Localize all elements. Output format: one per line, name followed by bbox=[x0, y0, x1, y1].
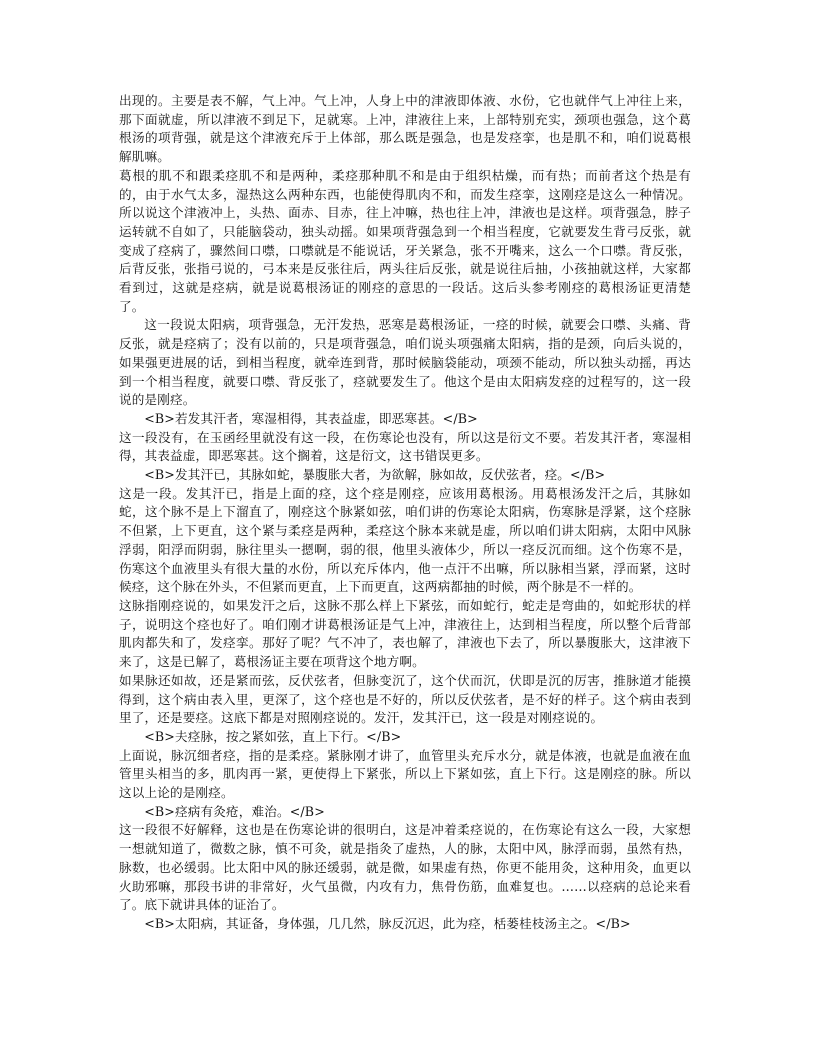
paragraph: 这一段很不好解释，这也是在伤寒论讲的很明白，这是冲着柔痉说的，在伤寒论有这么一段，大家想一想就知道了，微数之脉，慎不可灸，就是指灸了虚热，人的脉，太阳中风，脉浮而弱，虽然有热，脉数，也必缓弱。比太阳中风的脉还缓弱，就是微，如果虚有热，你更不能用灸，这种用灸，血更以火助邪嘛，那段书讲的非常好，火气虽微，内攻有力，焦骨伤筋，血难复也。……以痉病的总论来看了。底下就讲具体的证治了。 bbox=[119, 822, 691, 913]
paragraph: 上面说，脉沉细者痉，指的是柔痉。紧脉刚才讲了，血管里头充斥水分，就是体液，也就是血液在血管里头相当的多，肌肉再一紧，更使得上下紧张，所以上下紧如弦，直上下行。这是刚痉的脉。所以这以上论的是刚痉。 bbox=[119, 747, 691, 801]
paragraph: 这是一段。发其汗已，指是上面的痉，这个痉是刚痉，应该用葛根汤。用葛根汤发汗之后，其脉如蛇，这个脉不是上下溜直了，刚痉这个脉紧如弦，咱们讲的伤寒论太阳病，伤寒脉是浮紧，这个痉脉不但紧，上下更直，这个紧与柔痉是两种，柔痉这个脉本来就是虚，所以咱们讲太阳病，太阳中风脉浮弱，阳浮而阴弱，脉往里头一摁啊，弱的很，他里头液体少，所以一痉反沉而细。这个伤寒不是，伤寒这个血液里头有很大量的水份，所以充斥体内，他一点汗不出嘛，所以脉相当紧，浮而紧，这时候痉，这个脉在外头，不但紧而更直，上下而更直，这两病都抽的时候，两个脉是不一样的。 bbox=[119, 485, 691, 595]
quoted-verse: <B>若发其汗者，寒湿相得，其表益虚，即恶寒甚。</B> bbox=[144, 410, 478, 426]
quoted-verse: <B>痉病有灸疮，难治。</B> bbox=[144, 803, 325, 819]
paragraph: 这一段没有，在玉函经里就没有这一段，在伤寒论也没有，所以这是衍文不要。若发其汗者，寒湿相得，其表益虚，即恶寒甚。这个搁着，这是衍文，这书错误更多。 bbox=[119, 429, 691, 464]
quoted-verse: <B>发其汗已，其脉如蛇，暴腹胀大者，为欲解，脉如故，反伏弦者，痉。</B> bbox=[144, 467, 606, 483]
quoted-verse: <B>夫痉脉，按之紧如弦，直上下行。</B> bbox=[144, 728, 402, 744]
paragraph: 葛根的肌不和跟柔痉肌不和是两种，柔痉那种肌不和是由于组织枯燥，而有热；而前者这个热是有的，由于水气太多，湿热这么两种东西，也能使得肌肉不和，而发生痉挛，这刚痉是这么一种情况。所以说这个津液冲上，头热、面赤、目赤，往上冲嘛，热也往上冲，津液也是这样。项背强急，脖子运转就不自如了，只能脑袋动，独头动摇。如果项背强急到一个相当程度，它就要发生背弓反张，就变成了痉病了，骤然间口噤，口噤就是不能说话，牙关紧急，张不开嘴来，这么一个口噤。背反张，后背反张，张指弓说的，弓本来是反张往后，两头往后反张，就是说往后抽，小孩抽就这样，大家都看到过，这就是痉病，就是说葛根汤证的刚痉的意思的一段话。这后头参考刚痉的葛根汤证更清楚了。 bbox=[119, 167, 691, 314]
paragraph: 这脉指刚痉说的，如果发汗之后，这脉不那么样上下紧弦，而如蛇行，蛇走是弯曲的，如蛇形状的样子，说明这个痉也好了。咱们刚才讲葛根汤证是气上冲，津液往上，达到相当程度，所以整个后背部肌肉都失和了，发痉挛。那好了呢？气不冲了，表也解了，津液也下去了，所以暴腹胀大，这津液下来了，这是已解了，葛根汤证主要在项背这个地方啊。 bbox=[119, 597, 691, 670]
paragraph: 出现的。主要是表不解，气上冲。气上冲，人身上中的津液即体液、水份，它也就伴气上冲往上来，那下面就虚，所以津液不到足下，足就寒。上冲，津液往上来，上部特别充实，颈项也强急，这个葛根汤的项背强，就是这个津液充斥于上体部，那么既是强急，也是发痉挛，也是肌不和，咱们说葛根解肌嘛。 bbox=[119, 93, 691, 165]
paragraph: 如果脉还如故，还是紧而弦，反伏弦者，但脉变沉了，这个伏而沉，伏即是沉的厉害，推脉道才能摸得到，这个病由表入里，更深了，这个痉也是不好的，所以反伏弦者，是不好的样子。这个病由表到里了，还是要痉。这底下都是对照刚痉说的。发汗，发其汗已，这一段是对刚痉说的。 bbox=[119, 672, 691, 726]
document-page bbox=[119, 92, 691, 934]
quoted-verse: <B>太阳病，其证备，身体强，几几然，脉反沉迟，此为痉，栝蒌桂枝汤主之。</B> bbox=[144, 915, 631, 931]
paragraph: 这一段说太阳病，项背强急，无汗发热，恶寒是葛根汤证，一痉的时候，就要会口噤、头痛、背反张，就是痉病了；没有以前的，只是项背强急，咱们说头项强痛太阳病，指的是颈，向后头说的，如果强更进展的话，到相当程度，就牵连到背，那时候脑袋能动，项颈不能动，所以独头动摇，再达到一个相当程度，就要口噤、背反张了，痉就要发生了。他这个是由太阳病发痉的过程写的，这一段说的是刚痉。 bbox=[119, 317, 691, 408]
